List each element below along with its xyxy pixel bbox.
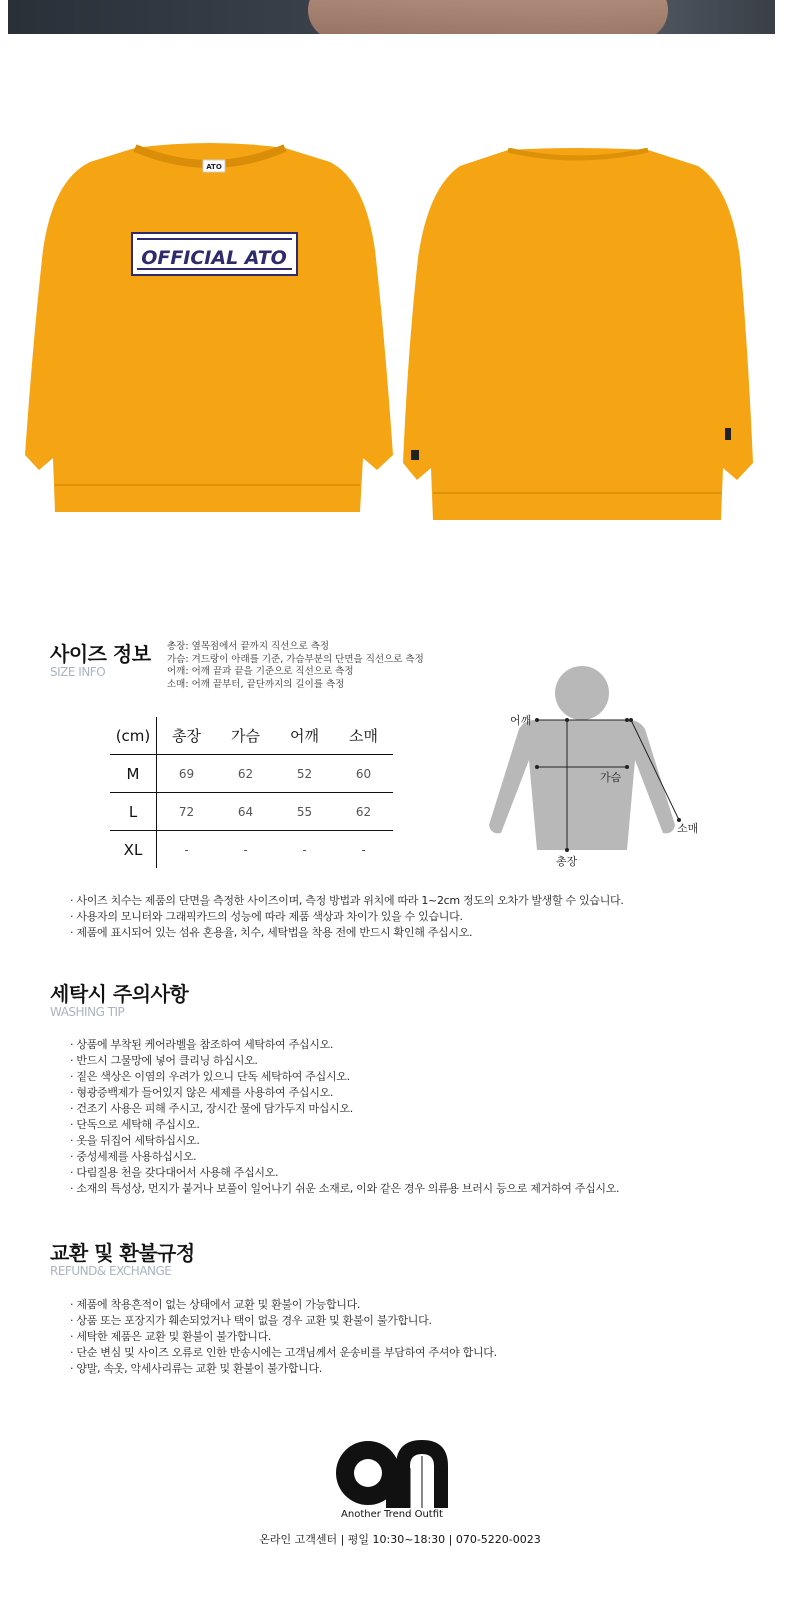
list-item: · 다림질용 천을 갖다대어서 사용해 주십시오. <box>70 1166 279 1179</box>
table-cell: - <box>302 842 307 857</box>
list-item: · 제품에 표시되어 있는 섬유 혼용율, 치수, 세탁법을 착용 전에 반드시 확인해 주십시오. <box>70 926 473 939</box>
table-cell: 64 <box>216 793 275 831</box>
customer-center-info: 온라인 고객센터 | 평일 10:30~18:30 | 070-5220-0023 <box>259 1533 541 1546</box>
table-cell: 69 <box>157 755 217 793</box>
list-item: · 짙은 색상은 이염의 우려가 있으니 단독 세탁하여 주십시오. <box>70 1070 350 1083</box>
diagram-length-label: 총장 <box>556 855 578 868</box>
size-label: L <box>110 793 157 831</box>
list-item: · 제품에 착용흔적이 없는 상태에서 교환 및 환불이 가능합니다. <box>70 1298 361 1311</box>
diagram-shoulder-label: 어깨 <box>510 714 532 727</box>
refund-title: 교환 및 환불규정 <box>50 1241 195 1265</box>
table-cell: 52 <box>275 755 334 793</box>
size-info-title: 사이즈 정보 <box>50 642 151 666</box>
refund-subtitle: REFUND& EXCHANGE <box>50 1264 172 1278</box>
back-sweatshirt-image <box>403 148 753 523</box>
diagram-sleeve-label: 소매 <box>677 822 699 835</box>
size-bullets <box>70 893 624 941</box>
table-header-row <box>110 717 393 755</box>
list-item: · 형광증백제가 들어있지 않은 세제를 사용하여 주십시오. <box>70 1086 334 1099</box>
list-item: · 상품에 부착된 케어라벨을 참조하여 세탁하여 주십시오. <box>70 1038 334 1051</box>
brand-tagline: Another Trend Outfit <box>341 1509 443 1520</box>
column-header: 어깨 <box>275 717 334 755</box>
size-label: XL <box>110 831 157 869</box>
table-cell: 62 <box>216 755 275 793</box>
list-item: · 세탁한 제품은 교환 및 환불이 불가합니다. <box>70 1330 272 1343</box>
washing-subtitle: WASHING TIP <box>50 1005 125 1019</box>
list-item: · 반드시 그물망에 넣어 클리닝 하십시오. <box>70 1054 258 1067</box>
front-sweatshirt-image <box>25 140 395 520</box>
diagram-chest-label: 가슴 <box>600 771 622 784</box>
list-item: · 사이즈 치수는 제품의 단면을 측정한 사이즈이며, 측정 방법과 위치에 따라 1~2cm 정도의 오차가 발생할 수 있습니다. <box>70 894 624 907</box>
table-row <box>110 793 393 831</box>
washing-title: 세탁시 주의사항 <box>50 982 189 1006</box>
table-cell: 60 <box>334 755 393 793</box>
note-line: 총장: 옆목점에서 끝까지 직선으로 측정 <box>167 641 330 652</box>
note-line: 가슴: 겨드랑이 아래를 기준, 가슴부분의 단면을 직선으로 측정 <box>167 653 424 665</box>
list-item: · 사용자의 모니터와 그래픽카드의 성능에 따라 제품 색상과 차이가 있을 수 있습니다. <box>70 910 463 923</box>
note-line: 어깨: 어깨 끝과 끝을 기준으로 직선으로 측정 <box>167 666 354 677</box>
table-cell: 55 <box>275 793 334 831</box>
column-header: 소매 <box>334 717 393 755</box>
size-label: M <box>110 755 157 793</box>
list-item: · 상품 또는 포장지가 훼손되었거나 택이 없을 경우 교환 및 환불이 불가합니다. <box>70 1314 432 1327</box>
table-cell: 62 <box>334 793 393 831</box>
list-item: · 소재의 특성상, 먼지가 붙거나 보풀이 일어나기 쉬운 소재로, 이와 같은 경우 의류용 브러시 등으로 제거하여 주십시오. <box>70 1182 620 1195</box>
list-item: · 단순 변심 및 사이즈 오류로 인한 반송시에는 고객님께서 운송비를 부담하여 주셔야 합니다. <box>70 1346 497 1359</box>
table-cell: - <box>361 842 366 857</box>
measurement-diagram <box>485 665 685 855</box>
list-item: · 옷을 뒤집어 세탁하십시오. <box>70 1134 200 1147</box>
list-item: · 양말, 속옷, 악세사리류는 교환 및 환불이 불가합니다. <box>70 1362 323 1375</box>
column-header: 가슴 <box>216 717 275 755</box>
refund-bullets <box>70 1297 497 1377</box>
size-measure-notes <box>167 641 424 691</box>
washing-bullets <box>70 1037 619 1197</box>
unit-cell: (cm) <box>110 717 157 755</box>
table-row <box>110 831 393 869</box>
table-cell: - <box>243 842 248 857</box>
list-item: · 단독으로 세탁해 주십시오. <box>70 1118 200 1131</box>
size-table <box>110 717 393 868</box>
column-header: 총장 <box>157 717 217 755</box>
top-product-photo <box>8 0 775 34</box>
front-print-text: OFFICIAL ATO <box>141 247 287 269</box>
list-item: · 중성세제를 사용하십시오. <box>70 1150 197 1163</box>
table-cell: - <box>184 842 189 857</box>
brand-logo-icon <box>336 1438 448 1508</box>
neck-label-text: ATO <box>206 163 222 171</box>
size-info-subtitle: SIZE INFO <box>50 665 106 679</box>
note-line: 소매: 어깨 끝부터, 끝단까지의 길이를 측정 <box>167 678 345 690</box>
list-item: · 건조기 사용은 피해 주시고, 장시간 물에 담가두지 마십시오. <box>70 1102 353 1115</box>
table-cell: 72 <box>157 793 217 831</box>
table-row <box>110 755 393 793</box>
